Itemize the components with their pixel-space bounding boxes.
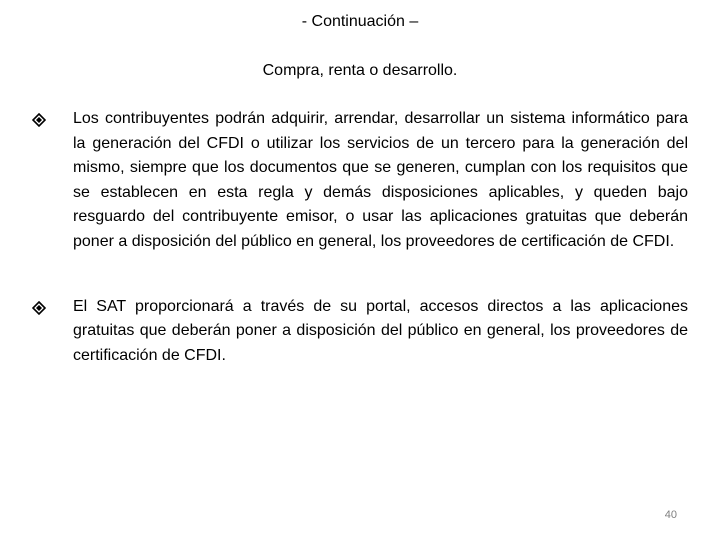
continuation-header: - Continuación – (301, 13, 419, 30)
diamond-bullet-icon (32, 113, 46, 127)
bullet-text-1: Los contribuyentes podrán adquirir, arrendar, desarrollar un sistema informático para la generación del CFDI o utilizar los servicios de un tercero para la generación del mismo, siempre que los documentos que se generen, cumplan con los requisitos que se establecen en esta regla y demás disposiciones aplicables, y queden bajo resguardo del contribuyente emisor, o usar las aplicaciones gratuitas que deberán poner a disposición del público en general, los proveedores de certificación de CFDI. (73, 110, 688, 250)
page-number: 40 (664, 509, 677, 521)
bullet-text-2: El SAT proporcionará a través de su portal, accesos directos a las aplicaciones gratuitas que deberán poner a disposición del público en general, los proveedores de certificación de CFDI. (73, 297, 688, 364)
bullet-list (32, 107, 688, 368)
diamond-bullet-icon (32, 301, 46, 315)
bullet-item-1 (32, 107, 688, 255)
bullet-item-2 (32, 295, 688, 369)
slide-title: Compra, renta o desarrollo. (262, 62, 458, 79)
